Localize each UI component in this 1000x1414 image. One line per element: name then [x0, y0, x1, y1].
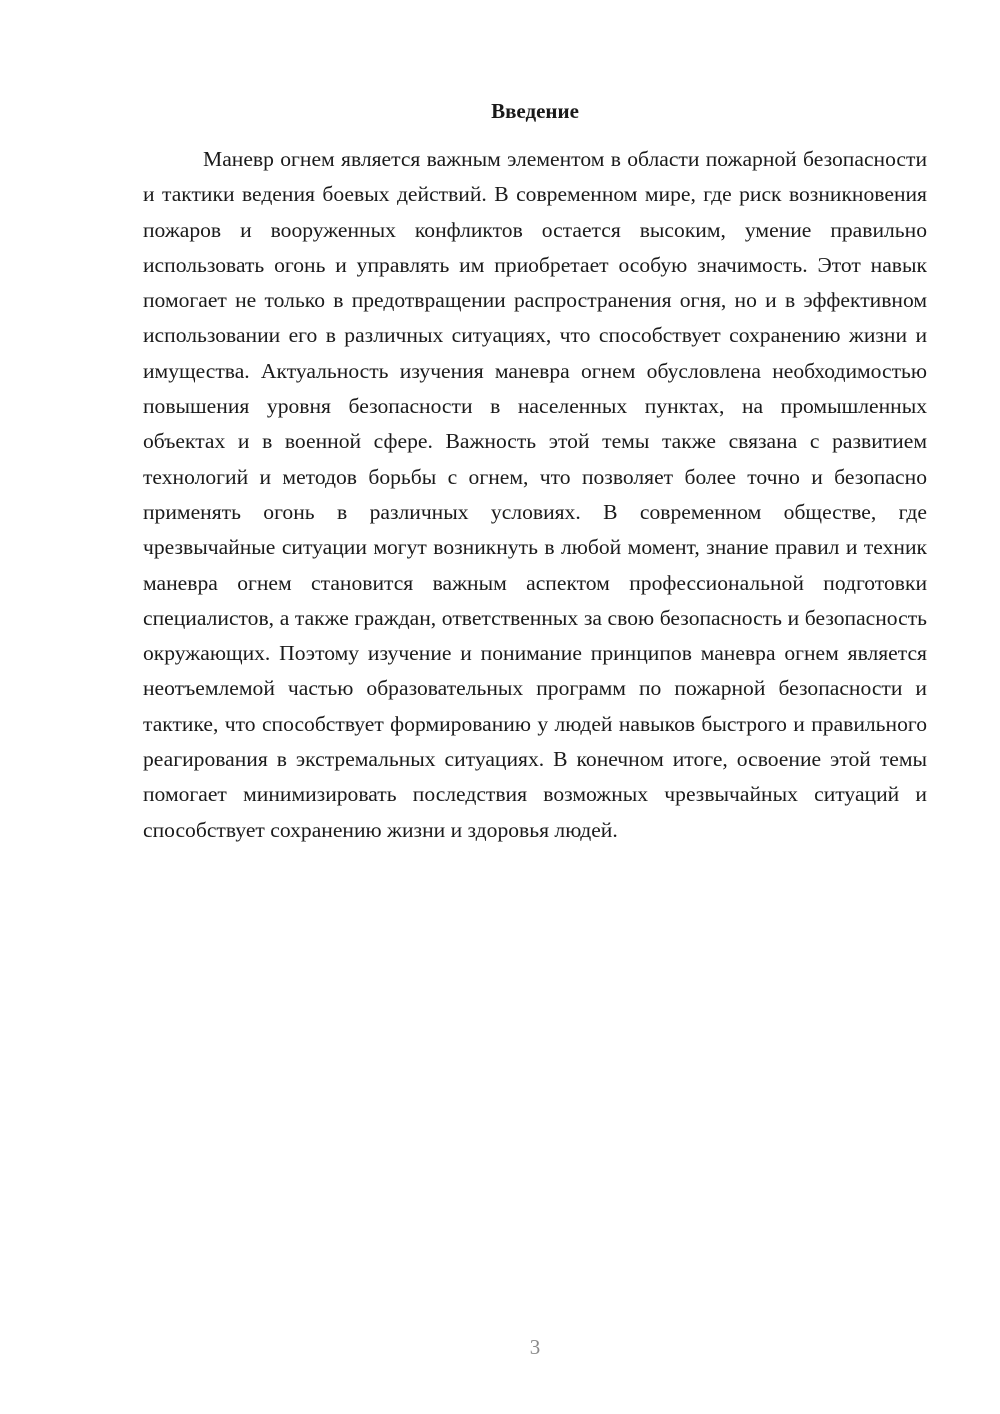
body-paragraph: Маневр огнем является важным элементом в области пожарной безопасности и тактики ведения боевых действий. В современном мире, где риск возникновения пожаров и вооруженных конфликтов остается высоким, умение правильно использовать огонь и управлять им приобретает особую значимость. Этот навык помогает не только в предотвращении распространения огня, но и в эффективном использовании его в различных ситуациях, что способствует сохранению жизни и имущества. Актуальность изучения маневра огнем обусловлена необходимостью повышения уровня безопасности в населенных пунктах, на промышленных объектах и в военной сфере. Важность этой темы также связана с развитием технологий и методов борьбы с огнем, что позволяет более точно и безопасно применять огонь в различных условиях. В современном обществе, где чрезвычайные ситуации могут возникнуть в любой момент, знание правил и техник маневра огнем становится важным аспектом профессиональной подготовки специалистов, а также граждан, ответственных за свою безопасность и безопасность окружающих. Поэтому изучение и понимание принципов маневра огнем является неотъемлемой частью образовательных программ по пожарной безопасности и тактике, что способствует формированию у людей навыков быстрого и правильного реагирования в экстремальных ситуациях. В конечном итоге, освоение этой темы помогает минимизировать последствия возможных чрезвычайных ситуаций и способствует сохранению жизни и здоровья людей. — [143, 147, 927, 842]
section-heading: Введение — [491, 99, 579, 123]
page-number: 3 — [529, 1335, 541, 1359]
